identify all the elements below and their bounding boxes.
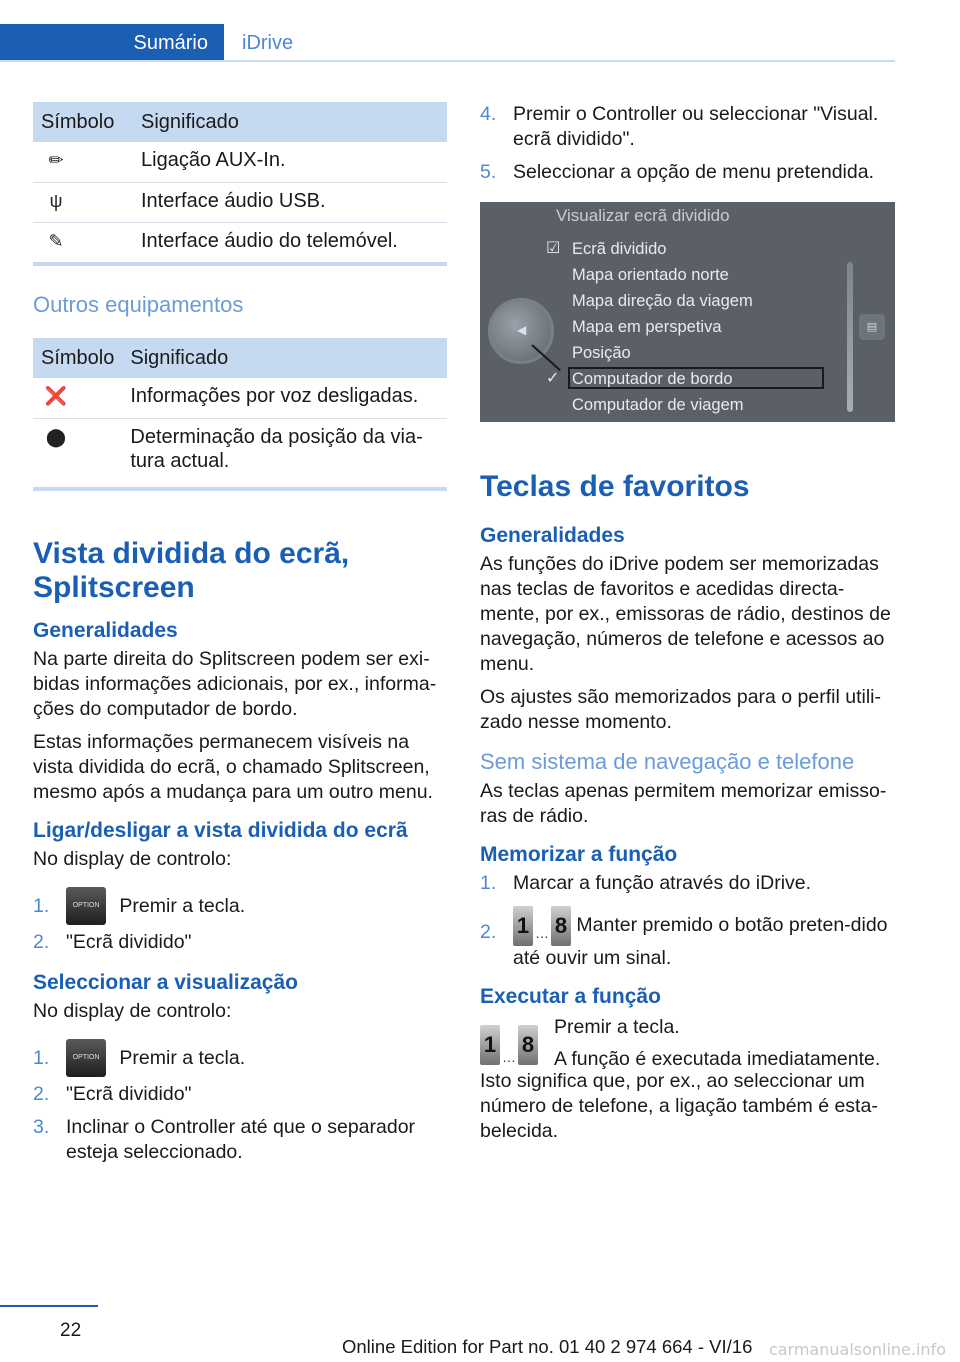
heading-vista-dividida: Vista dividida do ecrã, Splitscreen	[33, 536, 350, 604]
row-meaning: Determinação da posição da via-tura actual.	[130, 425, 423, 472]
paragraph: Na parte direita do Splitscreen podem ser exi-bidas informações adicionais, por ex., informa-ções do computador de bordo.	[33, 647, 437, 720]
row-meaning: Ligação AUX-In.	[133, 142, 447, 182]
exec-block	[480, 1017, 895, 1069]
step-number: 3.	[33, 1115, 50, 1138]
screen-side-icon: ▤	[859, 314, 885, 340]
paragraph: Estas informações permanecem visíveis na vista dividida do ecrã, o chamado Splitscreen, mesmo após a mudança para um outro menu.	[33, 730, 433, 803]
table-row	[33, 142, 447, 182]
list-item	[480, 102, 895, 152]
favorite-keys-image	[480, 1025, 538, 1065]
table-end-bar	[33, 487, 447, 491]
phone-audio-icon: ✎	[48, 230, 64, 251]
controller-dial-icon: ◀	[488, 298, 554, 364]
header-divider	[0, 60, 895, 62]
screen-menu-item: Mapa em perspetiva	[572, 318, 722, 336]
watermark: carmanualsonline.info	[768, 1340, 946, 1359]
list-item	[33, 930, 447, 955]
position-icon: ⬤	[45, 426, 67, 447]
symbol-table-audio	[33, 102, 447, 262]
paragraph: Os ajustes são memorizados para o perfil utili-zado nesse momento.	[480, 686, 881, 733]
heading-executar: Executar a função	[480, 985, 661, 1008]
list-item	[33, 886, 447, 926]
table-row	[33, 378, 447, 418]
screen-menu-item: Posição	[572, 344, 631, 362]
option-button-icon: OPTION	[66, 887, 106, 925]
steps-seleccionar	[33, 1038, 447, 1165]
steps-ligar	[33, 886, 447, 955]
checkmark-icon: ✓	[546, 370, 560, 387]
step-text: Premir o Controller ou seleccionar "Visual. ecrã dividido".	[513, 103, 879, 150]
row-meaning: Interface áudio USB.	[133, 182, 447, 222]
section-heading-outros: Outros equipamentos	[33, 292, 244, 317]
checkbox-icon: ☑	[546, 240, 561, 257]
paragraph: A função é executada imediatamente.	[554, 1048, 881, 1070]
list-item	[480, 906, 895, 971]
row-meaning: Informações por voz desligadas.	[122, 378, 447, 418]
step-number: 2.	[480, 921, 497, 943]
teclas-section	[480, 470, 895, 1144]
tab-sumario[interactable]: Sumário	[0, 24, 224, 62]
list-item	[480, 871, 895, 896]
heading-sem-sistema: Sem sistema de navegação e telefone	[480, 749, 855, 774]
heading-teclas-favoritos: Teclas de favoritos	[480, 470, 750, 503]
steps-continued	[480, 102, 895, 185]
step-number: 5.	[480, 161, 497, 183]
col-meaning-header: Significado	[133, 102, 447, 142]
step-number: 2.	[33, 1082, 50, 1105]
table-end-bar	[33, 262, 447, 266]
paragraph: As teclas apenas permitem memorizar emisso-ras de rádio.	[480, 780, 887, 827]
heading-memorizar: Memorizar a função	[480, 843, 678, 866]
paragraph: No display de controlo:	[33, 999, 232, 1022]
screen-menu-item: Computador de viagem	[572, 396, 744, 414]
col-meaning-header: Significado	[122, 338, 447, 378]
aux-plug-icon: ✏	[48, 150, 64, 170]
option-button-icon: OPTION	[66, 1039, 106, 1077]
voice-off-icon: ❌	[44, 386, 68, 406]
col-symbol-header: Símbolo	[33, 102, 133, 142]
list-item	[33, 1038, 447, 1078]
table-row	[33, 418, 447, 479]
list-item	[33, 1115, 447, 1165]
favorite-key-8-icon: 8	[518, 1025, 538, 1065]
screen-menu-item: Mapa orientado norte	[572, 266, 729, 284]
edition-text: Online Edition for Part no. 01 40 2 974 664 - VI/16	[342, 1336, 753, 1357]
right-column	[480, 102, 895, 185]
step-number: 2.	[33, 930, 50, 953]
screen-menu	[546, 236, 753, 418]
table-row	[33, 182, 447, 222]
screen-menu-item: ☑ Ecrã dividido	[572, 236, 753, 262]
selection-highlight	[568, 367, 824, 389]
scroll-indicator	[847, 262, 853, 412]
heading-ligar-desligar: Ligar/desligar a vista dividida do ecrã	[33, 818, 408, 842]
step-text: Marcar a função através do iDrive.	[513, 872, 812, 894]
screen-title: Visualizar ecrã dividido	[556, 206, 730, 225]
left-column	[33, 102, 447, 1165]
heading-generalidades: Generalidades	[480, 524, 625, 547]
heading-seleccionar: Seleccionar a visualização	[33, 970, 298, 994]
step-text: Seleccionar a opção de menu pretendida.	[513, 161, 874, 183]
favorite-key-1-icon: 1	[513, 906, 533, 946]
paragraph: Premir a tecla.	[554, 1016, 680, 1038]
page-number: 22	[60, 1320, 82, 1341]
usb-icon: ψ	[49, 190, 63, 211]
list-item	[33, 1082, 447, 1107]
favorite-key-1-icon: 1	[480, 1025, 500, 1065]
favorite-key-8-icon: 8	[551, 906, 571, 946]
tab-idrive[interactable]: iDrive	[242, 32, 294, 54]
step-text: Premir a tecla.	[119, 894, 246, 917]
step-text: Inclinar o Controller até que o separador esteja seleccionado.	[66, 1115, 416, 1163]
step-number: 1.	[33, 894, 50, 917]
paragraph: Isto significa que, por ex., ao seleccionar um número de telefone, a ligação também é esta-belecida.	[480, 1070, 878, 1142]
step-number: 4.	[480, 103, 497, 125]
table-row	[33, 222, 447, 262]
list-item	[480, 160, 895, 185]
symbol-table-other	[33, 338, 447, 479]
screen-menu-item: ✓ Computador de bordo	[572, 366, 753, 392]
step-text: Premir a tecla.	[119, 1046, 246, 1069]
step-text: "Ecrã dividido"	[66, 1082, 192, 1105]
paragraph: No display de controlo:	[33, 847, 232, 870]
step-text: Manter premido o botão preten-dido até ouvir um sinal.	[513, 914, 888, 969]
step-number: 1.	[33, 1046, 50, 1069]
ellipsis-icon: …	[535, 925, 549, 941]
footer-divider	[0, 1305, 98, 1307]
ellipsis-icon: …	[502, 1049, 516, 1065]
row-meaning: Interface áudio do telemóvel.	[141, 229, 398, 252]
paragraph: As funções do iDrive podem ser memorizadas nas teclas de favoritos e acedidas directa-mente, por ex., emissoras de rádio, destinos de navegação, números de telefone e acessos ao menu.	[480, 553, 891, 675]
idrive-screen-image	[480, 202, 895, 422]
heading-generalidades: Generalidades	[33, 618, 178, 642]
step-number: 1.	[480, 872, 497, 894]
col-symbol-header: Símbolo	[33, 338, 122, 378]
screen-menu-item: Mapa direção da viagem	[572, 292, 753, 310]
step-text: "Ecrã dividido"	[66, 930, 192, 953]
steps-memorizar	[480, 871, 895, 971]
